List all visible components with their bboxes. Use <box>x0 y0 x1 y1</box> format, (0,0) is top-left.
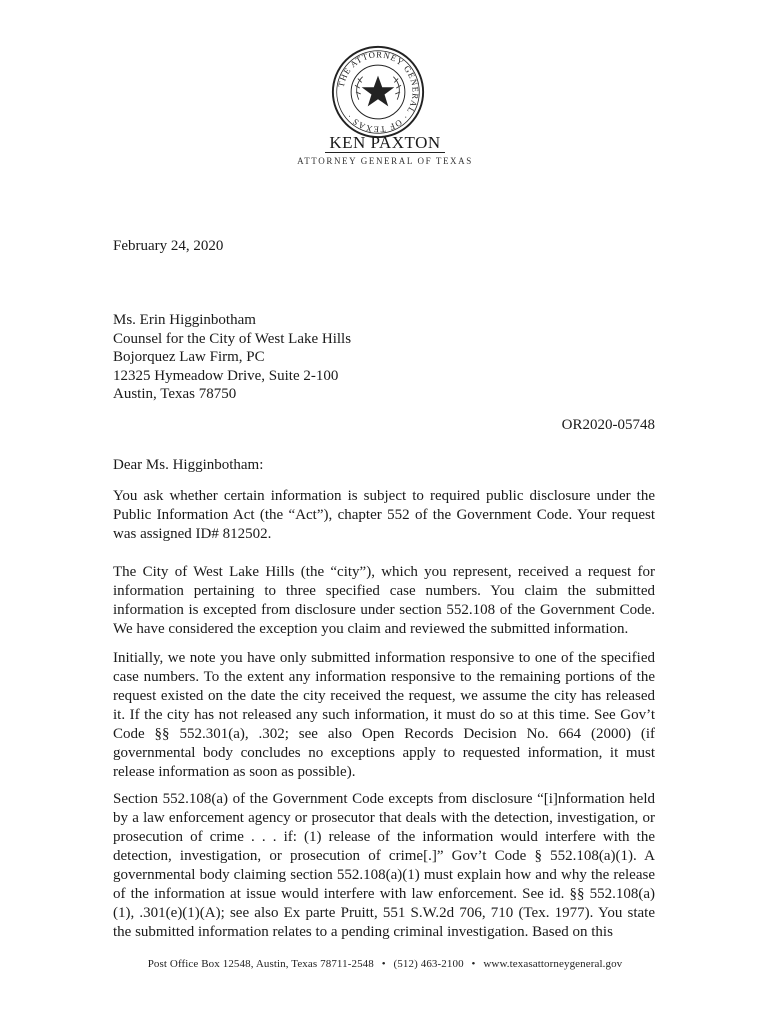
salutation: Dear Ms. Higginbotham: <box>113 457 264 473</box>
footer-phone: (512) 463-2100 <box>393 958 464 970</box>
address-line: Ms. Erin Higginbotham <box>113 312 256 328</box>
footer-website-link[interactable]: www.texasattorneygeneral.gov <box>483 958 623 970</box>
letter-date: February 24, 2020 <box>113 238 224 254</box>
recipient-address <box>113 311 655 404</box>
attorney-general-name: KEN PAXTON <box>0 133 770 153</box>
body-paragraph: You ask whether certain information is subject to required public disclosure under the Public Information Act (the “Act”), chapter 552 of the Government Code. Your request was assigned ID# 812502. <box>113 488 655 542</box>
address-line: 12325 Hymeadow Drive, Suite 2-100 <box>113 367 339 384</box>
ruling-reference-number: OR2020-05748 <box>561 417 655 433</box>
footer-address: Post Office Box 12548, Austin, Texas 78711-2548 <box>147 958 374 970</box>
address-line: Bojorquez Law Firm, PC <box>113 349 265 366</box>
body-paragraph: Initially, we note you have only submitted information responsive to one of the specified case numbers. To the extent any information responsive to the remaining portions of the request existed on the date the city received the request, we assume the city has released it. If the city has not released any such information, it must do so at this time. See Gov’t Code §§ 552.301(a), .302; see also Open Records Decision No. 664 (2000) (if governmental body concludes no exceptions apply to requested information, it must release information as soon as possible). <box>113 650 655 780</box>
attorney-general-seal-icon <box>330 44 426 140</box>
body-paragraph: The City of West Lake Hills (the “city”), which you represent, received a request for information pertaining to three specified case numbers. You claim the submitted information is excepted from disclosure under section 552.108 of the Government Code. We have considered the exception you claim and reviewed the submitted information. <box>113 564 655 637</box>
address-line: Counsel for the City of West Lake Hills <box>113 330 352 347</box>
svg-text:THE ATTORNEY GENERAL · OF TEXA: THE ATTORNEY GENERAL · OF TEXAS · <box>335 49 421 135</box>
attorney-general-title: ATTORNEY GENERAL OF TEXAS <box>297 156 473 166</box>
body-paragraph: Section 552.108(a) of the Government Code excepts from disclosure “[i]nformation held by a law enforcement agency or prosecutor that deals with the detection, investigation, or prosecution of crime . . . if: (1) release of the information would interfere with the detection, investigation, or prosecution of crime[.]” Gov’t Code § 552.108(a)(1). A governmental body claiming section 552.108(a)(1) must explain how and why the release of the information at issue would interfere with law enforcement. See id. §§ 552.108(a)(1), .301(e)(1)(A); see also Ex parte Pruitt, 551 S.W.2d 706, 710 (Tex. 1977). You state the submitted information relates to a pending criminal investigation. Based on this <box>113 791 655 940</box>
footer-separator: • <box>381 958 386 970</box>
footer-separator: • <box>471 958 476 970</box>
address-line: Austin, Texas 78750 <box>113 386 237 403</box>
letterhead-footer <box>0 958 770 970</box>
